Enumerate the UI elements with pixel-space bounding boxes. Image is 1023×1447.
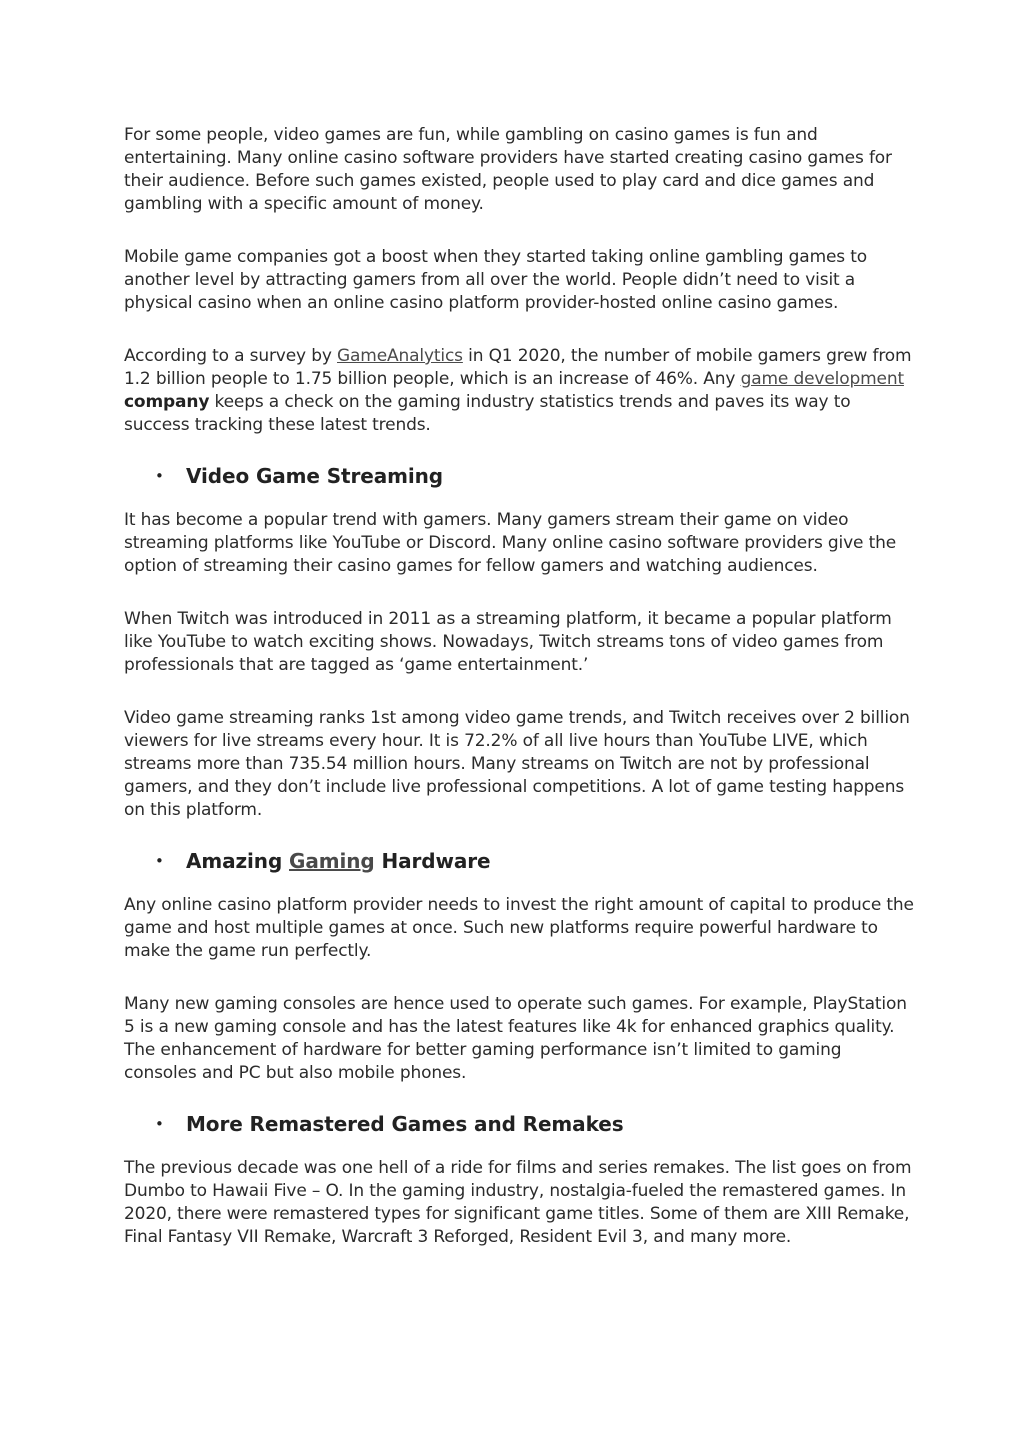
bullet-icon: •: [155, 852, 164, 870]
heading-text-after: Hardware: [374, 849, 491, 873]
heading-text: More Remastered Games and Remakes: [186, 1112, 624, 1136]
bullet-icon: •: [155, 467, 164, 485]
heading-text: Video Game Streaming: [186, 464, 443, 488]
bullet-icon: •: [155, 1115, 164, 1133]
paragraph-mobile-companies: Mobile game companies got a boost when they started taking online gambling games to another level by attracting gamers from all over the world. People didn’t need to visit a physical casino when an online casino platform provider-hosted online casino games.: [124, 247, 868, 313]
survey-text-start: According to a survey by: [124, 346, 338, 366]
paragraph-remakes: The previous decade was one hell of a ride for films and series remakes. The list goes on from Dumbo to Hawaii Five – O. In the gaming industry, nostalgia-fueled the remastered games. In 2020, there were remastered types for significant game titles. Some of them are XIII Remake, Final Fantasy VII Remake, Warcraft 3 Reforged, Resident Evil 3, and many more.: [124, 1158, 912, 1247]
heading-text-before: Amazing: [186, 849, 290, 873]
company-bold: company: [124, 392, 210, 412]
heading-video-game-streaming: [124, 461, 914, 491]
paragraph-intro: For some people, video games are fun, while gambling on casino games is fun and entertaining. Many online casino software providers have started creating casino games for their audience. Before such games existed, people used to play card and dice games and gambling with a specific amount of money.: [124, 125, 892, 214]
survey-text-middle: in Q1 2020, the number of mobile gamers grew from 1.2 billion people to 1.75 billion people, which is an increase of 46%. Any: [124, 346, 912, 389]
paragraph-twitch: When Twitch was introduced in 2011 as a streaming platform, it became a popular platform like YouTube to watch exciting shows. Nowadays, Twitch streams tons of video games from professionals that are tagged as ‘game entertainment.’: [124, 609, 892, 675]
heading-text: [186, 849, 490, 873]
game-development-link[interactable]: game development: [740, 369, 904, 389]
gameanalytics-link[interactable]: GameAnalytics: [337, 346, 463, 366]
heading-remastered-games: [124, 1109, 914, 1139]
document-page: [124, 124, 914, 1249]
gaming-link[interactable]: Gaming: [289, 849, 375, 873]
survey-text-end: keeps a check on the gaming industry statistics trends and paves its way to success tracking these latest trends.: [124, 392, 851, 435]
paragraph-streaming-ranks: Video game streaming ranks 1st among video game trends, and Twitch receives over 2 billion viewers for live streams every hour. It is 72.2% of all live hours than YouTube LIVE, which streams more than 735.54 million hours. Many streams on Twitch are not by professional gamers, and they don’t include live professional competitions. A lot of game testing happens on this platform.: [124, 708, 910, 820]
paragraph-platform-investment: Any online casino platform provider needs to invest the right amount of capital to produce the game and host multiple games at once. Such new platforms require powerful hardware to make the game run perfectly.: [124, 895, 914, 961]
paragraph-survey: [124, 345, 914, 437]
paragraph-consoles: Many new gaming consoles are hence used to operate such games. For example, PlayStation 5 is a new gaming console and has the latest features like 4k for enhanced graphics quality. The enhancement of hardware for better gaming performance isn’t limited to gaming consoles and PC but also mobile phones.: [124, 994, 907, 1083]
paragraph-streaming-trend: It has become a popular trend with gamers. Many gamers stream their game on video streaming platforms like YouTube or Discord. Many online casino software providers give the option of streaming their casino games for fellow gamers and watching audiences.: [124, 510, 897, 576]
heading-amazing-gaming-hardware: [124, 846, 914, 876]
